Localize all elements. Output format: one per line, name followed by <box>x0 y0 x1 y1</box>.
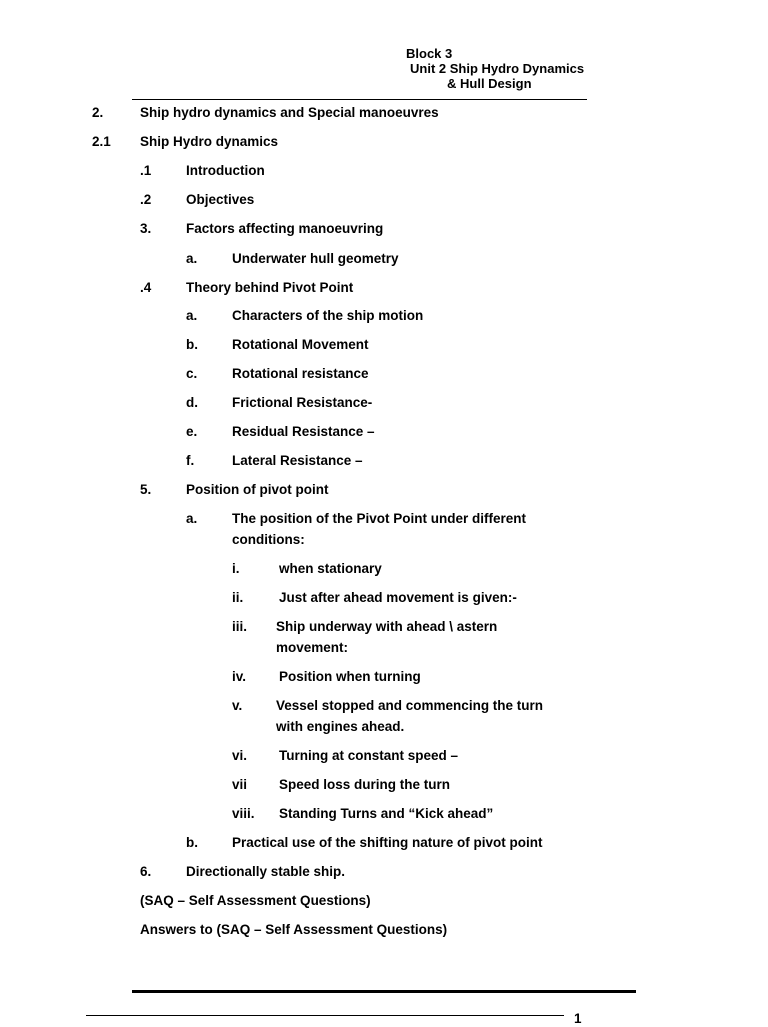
toc-title: Underwater hull geometry <box>232 251 399 266</box>
toc-number: b. <box>186 337 198 352</box>
toc-title: Vessel stopped and commencing the turn <box>276 698 544 713</box>
toc-number: iv. <box>232 669 247 684</box>
toc-title: Lateral Resistance – <box>232 453 363 468</box>
toc-title: Ship underway with ahead \ astern <box>276 619 498 634</box>
toc-number: c. <box>186 366 198 381</box>
toc-title: Theory behind Pivot Point <box>186 280 354 295</box>
toc-title: Rotational Movement <box>232 337 369 352</box>
toc-title: Ship hydro dynamics and Special manoeuvres <box>140 105 439 120</box>
toc-title: Residual Resistance – <box>232 424 375 439</box>
toc-number: 3. <box>140 221 152 236</box>
toc-number: .2 <box>140 192 152 207</box>
footer-thick-rule <box>132 990 636 993</box>
toc-number: 2. <box>92 105 104 120</box>
toc-title: when stationary <box>279 561 382 576</box>
toc-number: d. <box>186 395 198 410</box>
toc-title: Position of pivot point <box>186 482 329 497</box>
toc-number: 6. <box>140 864 152 879</box>
toc-title: The position of the Pivot Point under different <box>232 511 526 526</box>
toc-number: .1 <box>140 163 152 178</box>
toc-number: 5. <box>140 482 152 497</box>
toc-title: Practical use of the shifting nature of pivot point <box>232 835 543 850</box>
toc-number: vii <box>232 777 248 792</box>
toc-title: Introduction <box>186 163 265 178</box>
toc-number: a. <box>186 251 198 266</box>
page-number: 1 <box>574 1011 582 1026</box>
toc-title: Speed loss during the turn <box>279 777 451 792</box>
saq-heading: (SAQ – Self Assessment Questions) <box>140 893 371 908</box>
toc-title: Ship Hydro dynamics <box>140 134 279 149</box>
toc-title: Frictional Resistance- <box>232 395 373 410</box>
header-rule <box>132 99 587 100</box>
header-block: Block 3 <box>406 46 453 61</box>
toc-title-continuation: with engines ahead. <box>276 719 405 734</box>
header-unit: Unit 2 Ship Hydro Dynamics <box>410 61 585 76</box>
toc-title: Standing Turns and “Kick ahead” <box>279 806 494 821</box>
toc-number: f. <box>186 453 195 468</box>
answers-heading: Answers to (SAQ – Self Assessment Questions) <box>140 922 448 937</box>
toc-title: Directionally stable ship. <box>186 864 346 879</box>
toc-number: a. <box>186 511 198 526</box>
toc-title: Turning at constant speed – <box>279 748 459 763</box>
toc-number: i. <box>232 561 240 576</box>
toc-number: 2.1 <box>92 134 111 149</box>
toc-number: a. <box>186 308 198 323</box>
toc-title-continuation: movement: <box>276 640 349 655</box>
toc-number: vi. <box>232 748 248 763</box>
toc-number: iii. <box>232 619 248 634</box>
toc-title: Factors affecting manoeuvring <box>186 221 384 236</box>
toc-title: Objectives <box>186 192 255 207</box>
toc-title: Characters of the ship motion <box>232 308 424 323</box>
toc-title: Just after ahead movement is given:- <box>279 590 517 605</box>
header-subtitle: & Hull Design <box>447 76 532 91</box>
toc-number: b. <box>186 835 198 850</box>
toc-number: .4 <box>140 280 152 295</box>
footer-thin-rule <box>86 1015 564 1016</box>
toc-title: Position when turning <box>279 669 421 684</box>
toc-title: Rotational resistance <box>232 366 369 381</box>
toc-number: v. <box>232 698 243 713</box>
toc-number: viii. <box>232 806 255 821</box>
toc-number: e. <box>186 424 198 439</box>
toc-number: ii. <box>232 590 244 605</box>
toc-title-continuation: conditions: <box>232 532 305 547</box>
